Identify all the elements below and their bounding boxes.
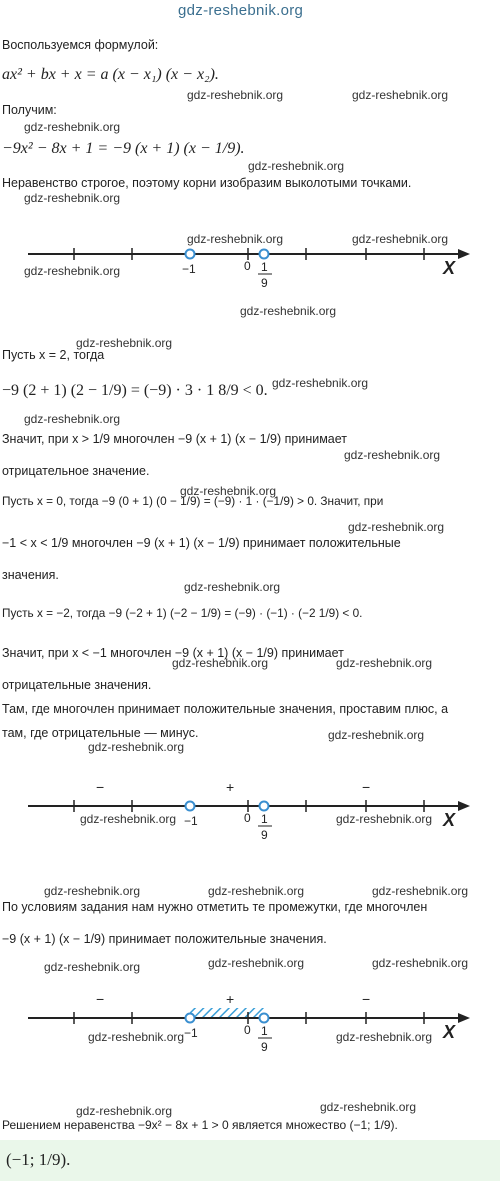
- sign-left: −: [96, 779, 105, 795]
- text-line: Значит, при x > 1/9 многочлен −9 (x + 1) (x − 1/9) принимает: [2, 432, 348, 446]
- formula-line: ax² + bx + x = a (x − x₁) (x − x₂).: [2, 66, 219, 83]
- text-line: Пусть x = 0, тогда −9 (0 + 1) (0 − 1/9) = (−9) · 1 · (−1/9) > 0. Значит, при: [2, 494, 384, 508]
- number-line-3: [0, 990, 500, 1060]
- watermark: gdz-reshebnik.org: [372, 884, 469, 898]
- watermark: gdz-reshebnik.org: [248, 159, 345, 173]
- text-line: Неравенство строгое, поэтому корни изобразим выколотыми точками.: [2, 176, 412, 190]
- watermark: gdz-reshebnik.org: [348, 520, 445, 534]
- text-line: там, где отрицательные — минус.: [2, 726, 199, 740]
- watermark: gdz-reshebnik.org: [208, 956, 305, 970]
- text-line: Пусть x = −2, тогда −9 (−2 + 1) (−2 − 1/9) = (−9) · (−1) · (−2 1/9) < 0.: [2, 606, 363, 620]
- watermark: gdz-reshebnik.org: [272, 376, 369, 390]
- label-zero: 0: [244, 811, 251, 825]
- solution-interval-hatch: [190, 1008, 264, 1018]
- text-line: Значит, при x < −1 многочлен −9 (x + 1) (x − 1/9) принимает: [2, 646, 344, 660]
- open-point-neg1: [186, 1014, 195, 1023]
- label-zero: 0: [244, 1023, 251, 1037]
- text-line: отрицательные значения.: [2, 678, 152, 692]
- open-point-neg1: [186, 250, 195, 259]
- watermark: gdz-reshebnik.org: [44, 884, 141, 898]
- sign-right: −: [362, 779, 371, 795]
- watermark: gdz-reshebnik.org: [328, 728, 425, 742]
- watermark: gdz-reshebnik.org: [352, 88, 449, 102]
- watermark: gdz-reshebnik.org: [24, 264, 121, 278]
- open-point-one-ninth: [260, 1014, 269, 1023]
- formula-line: −9x² − 8x + 1 = −9 (x + 1) (x − 1/9).: [2, 140, 245, 157]
- label-frac-num: 1: [261, 260, 268, 274]
- formula-line: −9 (2 + 1) (2 − 1/9) = (−9) · 3 · 1 8/9 < 0.: [2, 382, 268, 399]
- watermark: gdz-reshebnik.org: [320, 1100, 417, 1114]
- watermark: gdz-reshebnik.org: [372, 956, 469, 970]
- sign-mid: +: [226, 779, 235, 795]
- axis-label-x: X: [443, 258, 456, 278]
- label-zero: 0: [244, 259, 251, 273]
- text-line: Там, где многочлен принимает положительные значения, проставим плюс, а: [2, 702, 449, 716]
- label-neg1: −1: [182, 262, 196, 276]
- text-line: отрицательное значение.: [2, 464, 150, 478]
- watermark: gdz-reshebnik.org: [44, 960, 141, 974]
- open-point-one-ninth: [260, 802, 269, 811]
- label-neg1: −1: [184, 814, 198, 828]
- watermark: gdz-reshebnik.org: [24, 191, 121, 205]
- text-line: значения.: [2, 568, 59, 582]
- watermark: gdz-reshebnik.org: [172, 656, 269, 670]
- watermark: gdz-reshebnik.org: [180, 484, 277, 498]
- text-line: По условиям задания нам нужно отметить те промежутки, где многочлен: [2, 900, 428, 914]
- text-line: Пусть x = 2, тогда: [2, 348, 105, 362]
- watermark: gdz-reshebnik.org: [208, 884, 305, 898]
- watermark: gdz-reshebnik.org: [187, 88, 284, 102]
- axis-label-x: X: [443, 1022, 456, 1042]
- axis-label-x: X: [443, 810, 456, 830]
- watermark: gdz-reshebnik.org: [344, 448, 441, 462]
- watermark: gdz-reshebnik.org: [88, 740, 185, 754]
- watermark-top: gdz-reshebnik.org: [178, 2, 304, 19]
- watermark: gdz-reshebnik.org: [240, 304, 337, 318]
- text-line: Решением неравенства −9x² − 8x + 1 > 0 является множество (−1; 1/9).: [2, 1118, 398, 1132]
- label-frac-den: 9: [261, 276, 268, 290]
- open-point-one-ninth: [260, 250, 269, 259]
- watermark: gdz-reshebnik.org: [24, 412, 121, 426]
- label-frac-num: 1: [261, 812, 268, 826]
- watermark: gdz-reshebnik.org: [184, 580, 281, 594]
- watermark: gdz-reshebnik.org: [336, 812, 433, 826]
- label-frac-den: 9: [261, 828, 268, 842]
- label-frac-num: 1: [261, 1024, 268, 1038]
- text-line: Воспользуемся формулой:: [2, 38, 159, 52]
- text-line: −9 (x + 1) (x − 1/9) принимает положительные значения.: [2, 932, 327, 946]
- sign-left: −: [96, 991, 105, 1007]
- watermark: gdz-reshebnik.org: [187, 232, 284, 246]
- watermark: gdz-reshebnik.org: [336, 1030, 433, 1044]
- answer-text: (−1; 1/9).: [6, 1150, 71, 1169]
- watermark: gdz-reshebnik.org: [76, 336, 173, 350]
- sign-right: −: [362, 991, 371, 1007]
- open-point-neg1: [186, 802, 195, 811]
- text-line: Получим:: [2, 103, 57, 117]
- watermark: gdz-reshebnik.org: [80, 812, 177, 826]
- label-neg1: −1: [184, 1026, 198, 1040]
- watermark: gdz-reshebnik.org: [24, 120, 121, 134]
- text-line: −1 < x < 1/9 многочлен −9 (x + 1) (x − 1/9) принимает положительные: [2, 536, 401, 550]
- watermark: gdz-reshebnik.org: [336, 656, 433, 670]
- label-frac-den: 9: [261, 1040, 268, 1054]
- sign-mid: +: [226, 991, 235, 1007]
- watermark: gdz-reshebnik.org: [76, 1104, 173, 1118]
- answer-box: [0, 1140, 500, 1181]
- watermark: gdz-reshebnik.org: [352, 232, 449, 246]
- watermark: gdz-reshebnik.org: [88, 1030, 185, 1044]
